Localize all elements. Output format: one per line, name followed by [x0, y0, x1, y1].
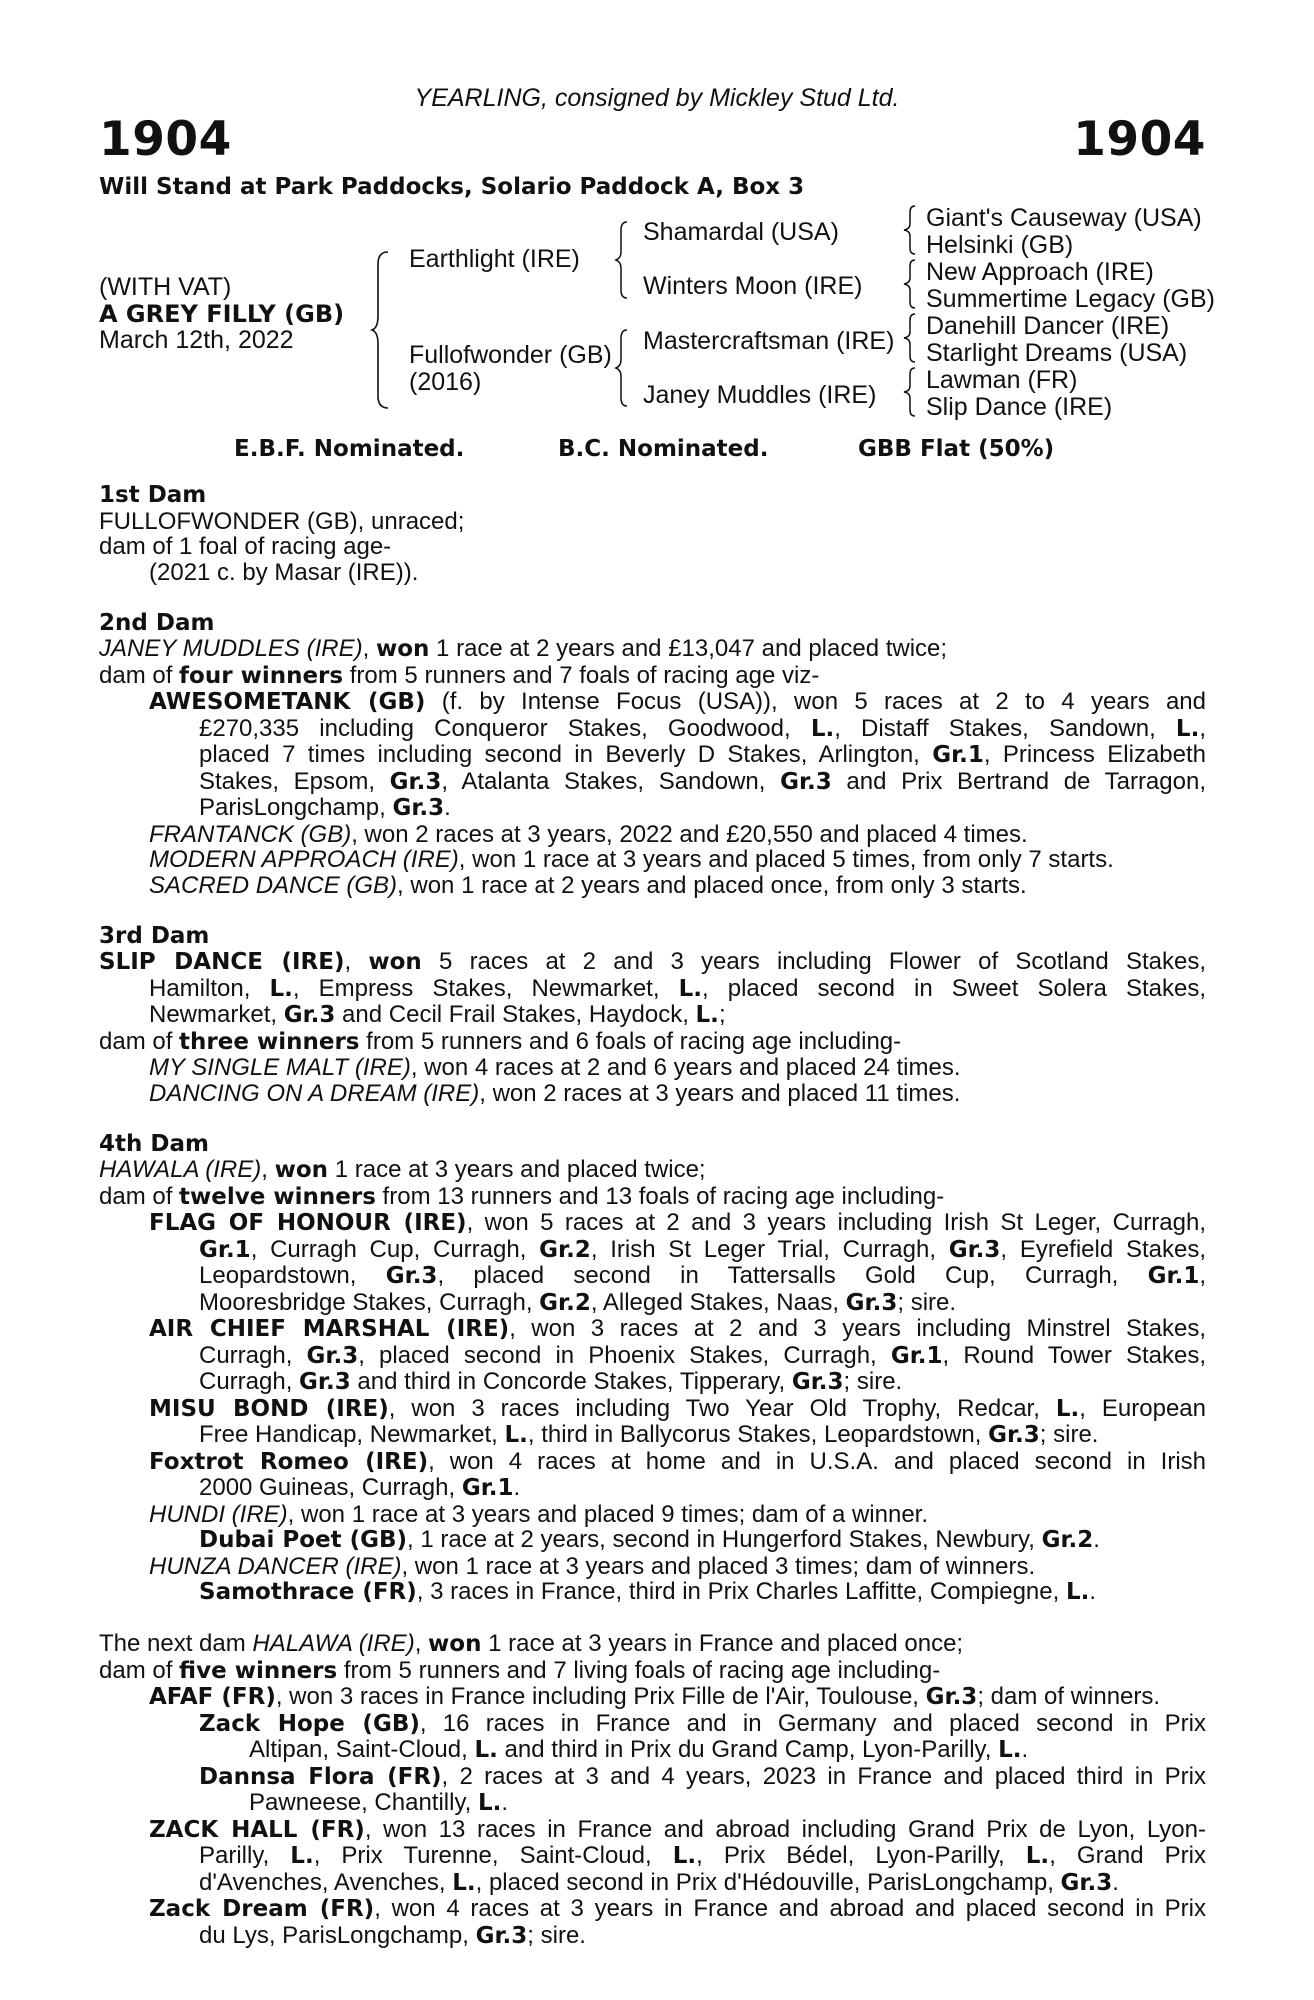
pedigree-brace-main [370, 250, 392, 410]
produce-entry: MISU BOND (IRE), won 3 races including Two Year Old Trophy, Redcar, L., European Free Handicap, Newmarket, L., third in Ballycorus Stakes, Leopardstown, Gr.3; sire. [149, 1394, 1206, 1448]
first-dam-line: (2021 c. by Masar (IRE)). [149, 558, 419, 586]
ebf-nomination: E.B.F. Nominated. [234, 436, 465, 462]
produce-entry: AIR CHIEF MARSHAL (IRE), won 3 races at 2 and 3 years including Minstrel Stakes, Curragh, Gr.3, placed second in Phoenix Stakes, Curragh, Gr.1, Round Tower Stakes, Curragh, Gr.3 and third in Concorde Stakes, Tipperary, Gr.3; sire. [149, 1315, 1207, 1395]
pedigree-dam-year: (2016) [409, 368, 482, 396]
dam-summary: JANEY MUDDLES (IRE), won 1 race at 2 years and £13,047 and placed twice; [99, 635, 948, 662]
produce-entry: AFAF (FR), won 3 races in France including Prix Fille de l'Air, Toulouse, Gr.3; dam of winners. [149, 1683, 1161, 1710]
pedigree-sire-dam: Winters Moon (IRE) [643, 272, 863, 300]
dam-summary-cont: Newmarket, Gr.3 and Cecil Frail Stakes, Haydock, L.; [149, 1001, 726, 1028]
first-dam-line: dam of 1 foal of racing age- [99, 533, 392, 560]
produce-entry: HUNDI (IRE), won 1 race at 3 years and placed 9 times; dam of a winner. [149, 1500, 929, 1528]
pedigree-sss: Giant's Causeway (USA) [926, 204, 1202, 232]
horse-name: A GREY FILLY (GB) [99, 300, 345, 328]
produce-entry: FLAG OF HONOUR (IRE), won 5 races at 2 and 3 years including Irish St Leger, Curragh, Gr.1, Curragh Cup, Curragh, Gr.2, Irish St Leger Trial, Curragh, Gr.3, Eyrefield Stakes, Leopardstown, Gr.3, placed second in Tattersalls Gold Cup, Curragh, Gr.1, Mooresbridge Stakes, Curragh, Gr.2, Alleged Stakes, Naas, Gr.3; sire. [149, 1209, 1207, 1316]
pedigree-ssd: Helsinki (GB) [926, 231, 1074, 259]
produce-entry: Samothrace (FR), 3 races in France, third in Prix Charles Laffitte, Compiegne, L.. [199, 1578, 1097, 1605]
bc-nomination: B.C. Nominated. [558, 436, 769, 462]
dam-summary: SLIP DANCE (IRE), won 5 races at 2 and 3 years including Flower of Scotland Stakes, [99, 948, 1206, 975]
catalogue-body [99, 483, 1206, 1949]
dam-summary-cont: Hamilton, L., Empress Stakes, Newmarket, L., placed second in Sweet Solera Stakes, [149, 974, 1206, 1002]
section-heading: 4th Dam [99, 1130, 209, 1157]
pedigree-sire-sire: Shamardal (USA) [643, 218, 839, 246]
pedigree-brace-sire [614, 220, 630, 300]
horse-dob: March 12th, 2022 [99, 326, 294, 354]
pedigree-dsd: Starlight Dreams (USA) [926, 339, 1188, 367]
produce-entry: ZACK HALL (FR), won 13 races in France and abroad including Grand Prix de Lyon, Lyon- Parilly, L., Prix Turenne, Saint-Cloud, L., Prix Bédel, Lyon-Parilly, L., Grand Prix d'Avenches, Avenches, L., placed second in Prix d'Hédouville, ParisLongchamp, Gr.3. [149, 1815, 1206, 1896]
pedigree-brace-ss [902, 204, 918, 256]
produce-entry: SACRED DANCE (GB), won 1 race at 2 years and placed once, from only 3 starts. [149, 871, 1027, 899]
pedigree-brace-dd [902, 366, 918, 418]
dam-summary: The next dam HALAWA (IRE), won 1 race at 3 years in France and placed once; [99, 1630, 964, 1657]
first-dam-line: FULLOFWONDER (GB), unraced; [99, 507, 465, 535]
pedigree-sds: New Approach (IRE) [926, 258, 1154, 286]
lot-number-right: 1904 [1073, 112, 1206, 167]
section-heading: 2nd Dam [99, 609, 215, 636]
pedigree-brace-sd [902, 258, 918, 310]
produce-entry: MODERN APPROACH (IRE), won 1 race at 3 years and placed 5 times, from only 7 starts. [149, 846, 1114, 873]
dam-summary: HAWALA (IRE), won 1 race at 3 years and placed twice; [99, 1156, 706, 1183]
dam-produce-summary: dam of twelve winners from 13 runners and 13 foals of racing age including- [99, 1182, 945, 1210]
pedigree-ddd: Slip Dance (IRE) [926, 393, 1113, 421]
stand-location: Will Stand at Park Paddocks, Solario Paddock A, Box 3 [99, 174, 805, 200]
section-heading: 1st Dam [99, 482, 207, 508]
pedigree-dds: Lawman (FR) [926, 366, 1078, 394]
produce-entry: AWESOMETANK (GB) (f. by Intense Focus (USA)), won 5 races at 2 to 4 years and £270,335 including Conqueror Stakes, Goodwood, L., Distaff Stakes, Sandown, L., placed 7 times including second in Beverly D Stakes, Arlington, Gr.1, Princess Elizabeth Stakes, Epsom, Gr.3, Atalanta Stakes, Sandown, Gr.3 and Prix Bertrand de Tarragon, ParisLongchamp, Gr.3. [149, 688, 1207, 821]
pedigree-dam-dam: Janey Muddles (IRE) [643, 381, 877, 409]
produce-entry: MY SINGLE MALT (IRE), won 4 races at 2 and 6 years and placed 24 times. [149, 1054, 961, 1081]
fourth-dam-section [99, 1132, 1206, 1606]
pedigree-dss: Danehill Dancer (IRE) [926, 312, 1170, 340]
second-dam-section [99, 611, 1206, 899]
section-heading: 3rd Dam [99, 922, 210, 949]
consignment-line: YEARLING, consigned by Mickley Stud Ltd. [414, 84, 900, 112]
produce-entry: Zack Dream (FR), won 4 races at 3 years in France and abroad and placed second in Prix du Lys, ParisLongchamp, Gr.3; sire. [149, 1895, 1206, 1949]
dam-produce-summary: dam of four winners from 5 runners and 7 foals of racing age viz- [99, 661, 820, 689]
produce-entry: Dubai Poet (GB), 1 race at 2 years, second in Hungerford Stakes, Newbury, Gr.2. [199, 1526, 1100, 1553]
produce-entry: Dannsa Flora (FR), 2 races at 3 and 4 years, 2023 in France and placed third in Prix Pawneese, Chantilly, L.. [199, 1762, 1206, 1816]
produce-entry: Zack Hope (GB), 16 races in France and in Germany and placed second in Prix Altipan, Saint-Cloud, L. and third in Prix du Grand Camp, Lyon-Parilly, L.. [199, 1709, 1206, 1763]
pedigree-brace-dam [614, 328, 630, 408]
vat-note: (WITH VAT) [99, 273, 232, 301]
pedigree-dam-sire: Mastercraftsman (IRE) [643, 327, 895, 355]
next-dam-section [99, 1631, 1206, 1949]
produce-entry: DANCING ON A DREAM (IRE), won 2 races at 3 years and placed 11 times. [149, 1079, 961, 1107]
produce-entry: FRANTANCK (GB), won 2 races at 3 years, 2022 and £20,550 and placed 4 times. [149, 820, 1028, 848]
produce-entry: HUNZA DANCER (IRE), won 1 race at 3 years and placed 3 times; dam of winners. [149, 1552, 1036, 1580]
pedigree-brace-ds [902, 312, 918, 364]
pedigree-dam: Fullofwonder (GB) [409, 341, 612, 369]
first-dam-section [99, 483, 1206, 585]
pedigree-sire: Earthlight (IRE) [409, 245, 580, 273]
pedigree-sdd: Summertime Legacy (GB) [926, 285, 1215, 313]
gbb-nomination: GBB Flat (50%) [858, 436, 1055, 462]
produce-entry: Foxtrot Romeo (IRE), won 4 races at home and in U.S.A. and placed second in Irish 2000 Guineas, Curragh, Gr.1. [149, 1447, 1206, 1501]
lot-number-left: 1904 [99, 112, 232, 167]
dam-produce-summary: dam of five winners from 5 runners and 7 living foals of racing age including- [99, 1656, 941, 1684]
dam-produce-summary: dam of three winners from 5 runners and 6 foals of racing age including- [99, 1027, 902, 1055]
third-dam-section [99, 924, 1206, 1107]
